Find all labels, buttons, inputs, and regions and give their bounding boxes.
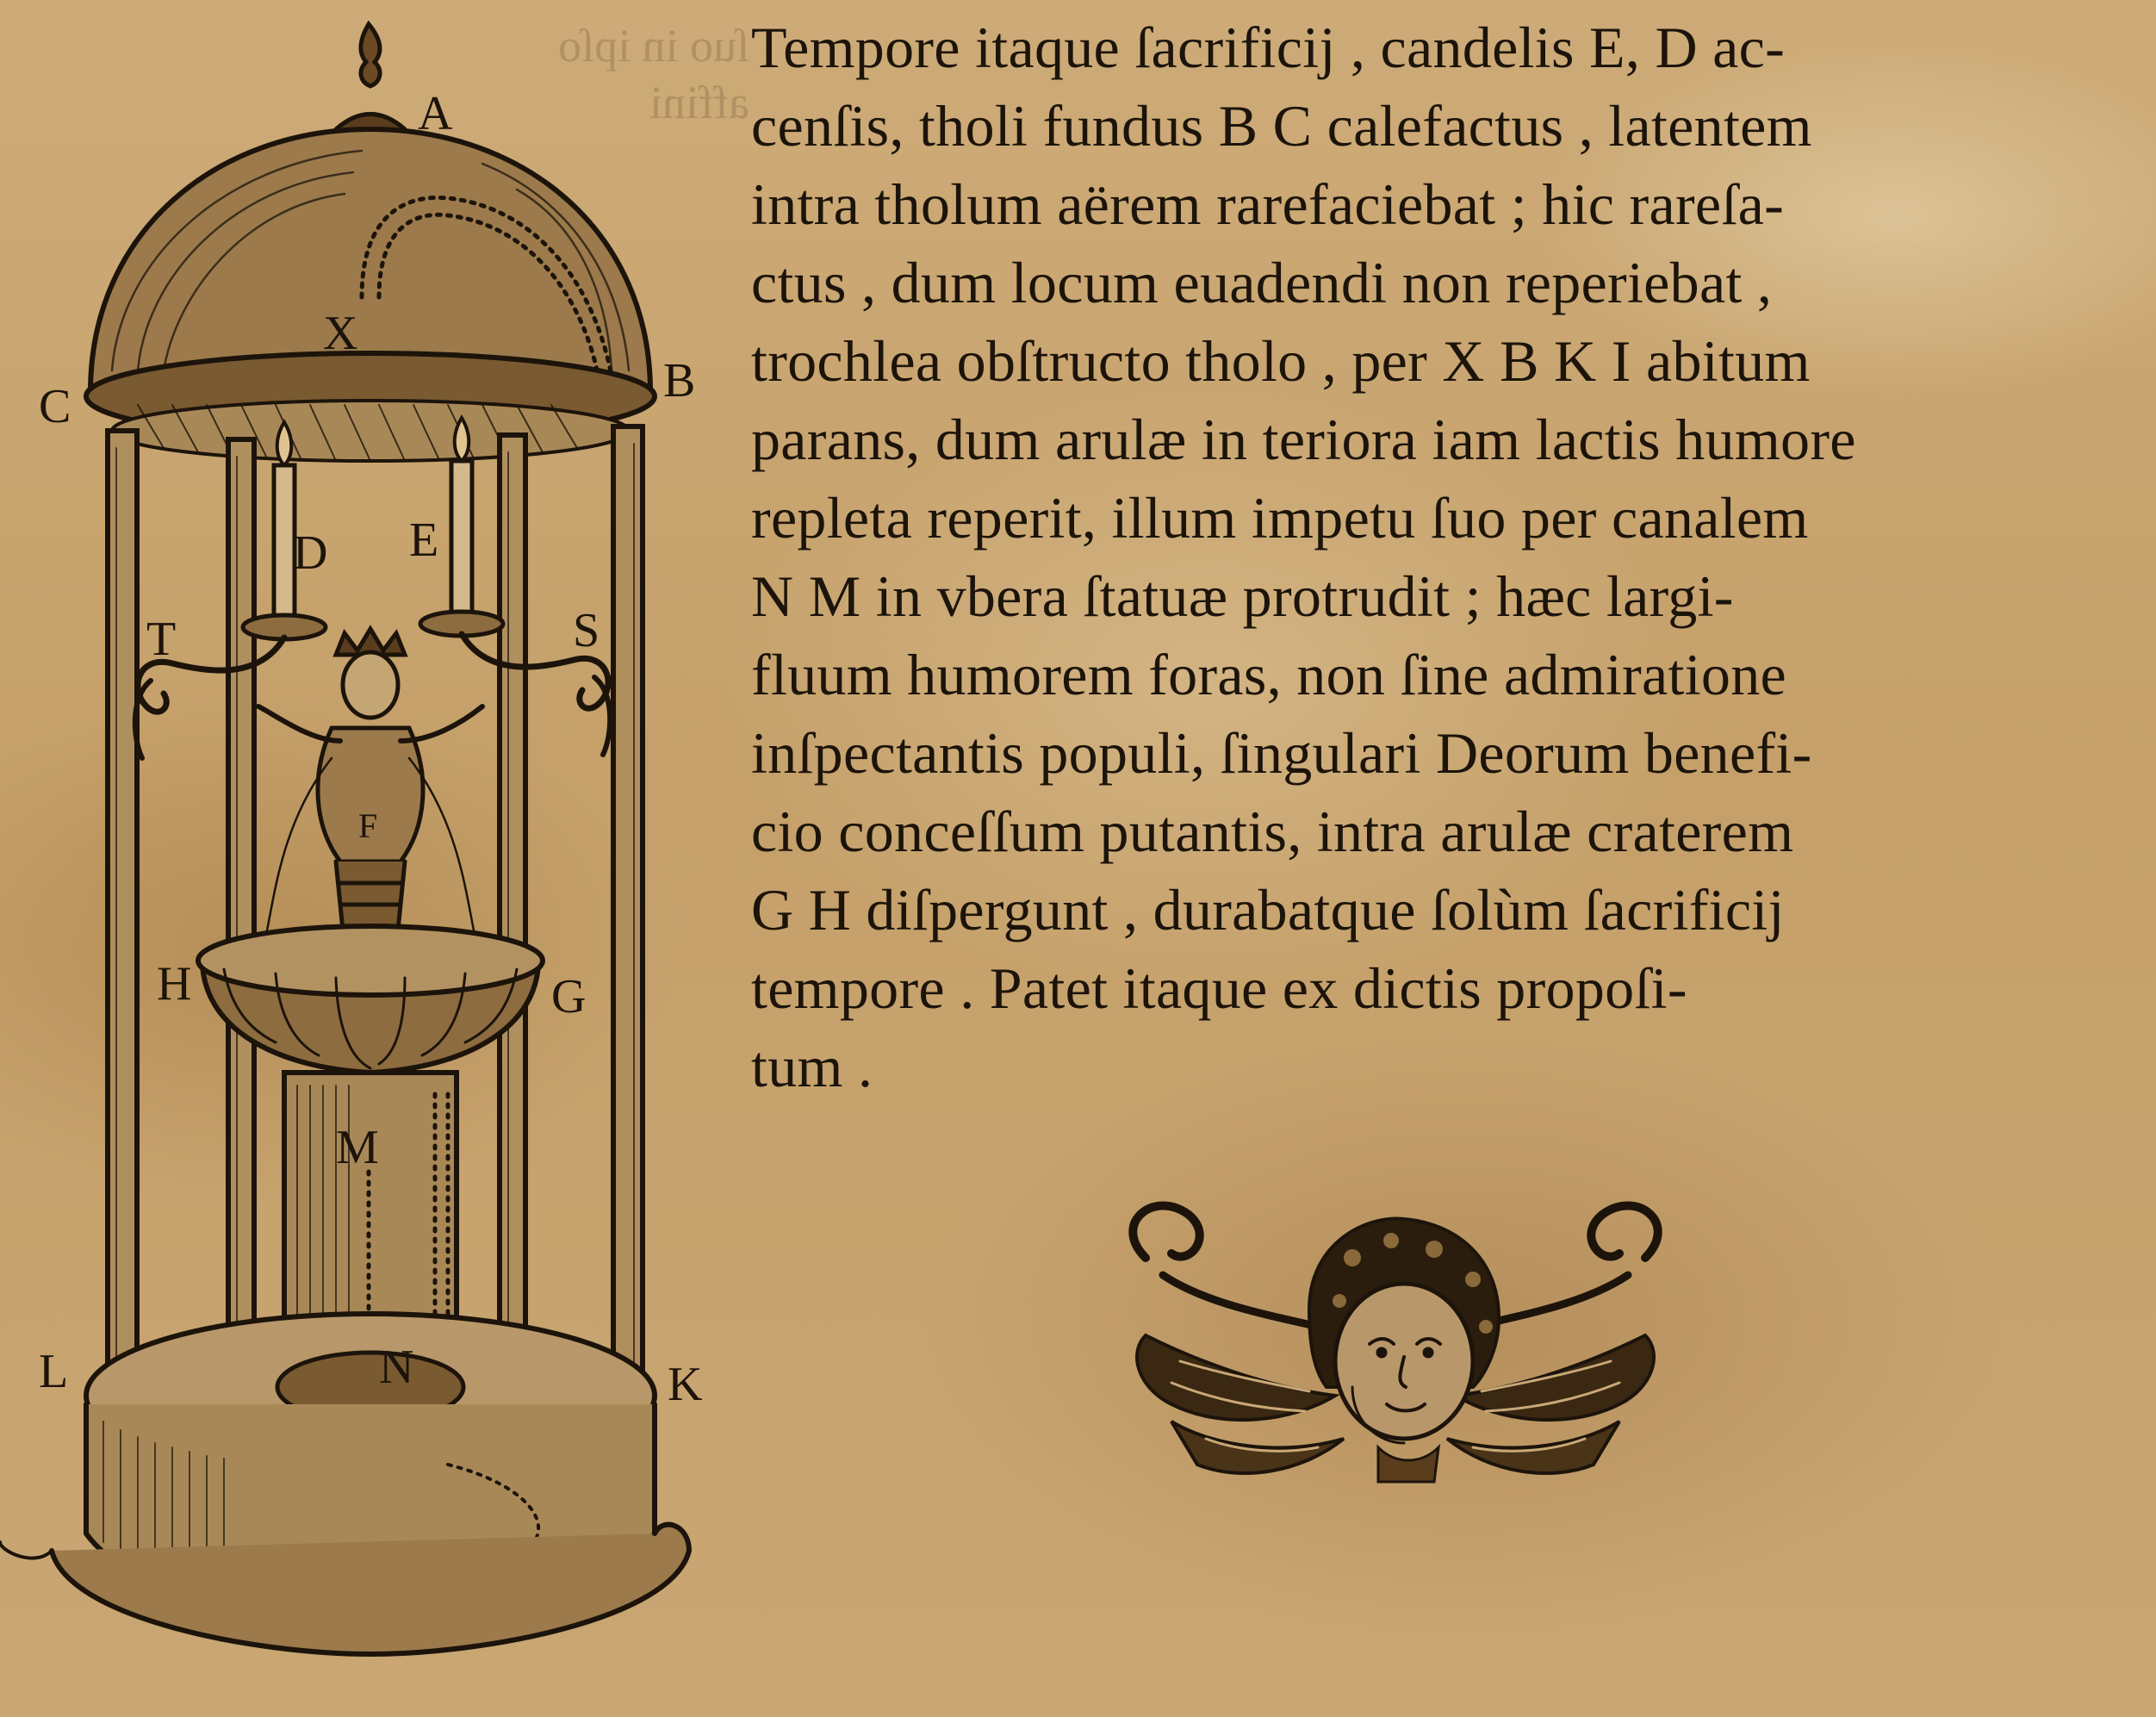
label-l: L <box>39 1345 69 1398</box>
text-line: fluum humorem foras, non ſine admiratione <box>751 642 1787 707</box>
label-g: G <box>551 970 587 1023</box>
text-line: tum . <box>751 1034 873 1099</box>
latin-text-block <box>751 9 2095 1106</box>
temple-apparatus-illustration <box>0 0 758 1714</box>
label-e: E <box>409 513 439 567</box>
label-d: D <box>293 526 328 580</box>
text-line: Tempore itaque ſacrificij , candelis E, D ac- <box>751 15 1786 80</box>
label-m: M <box>336 1121 379 1174</box>
text-line: ctus , dum locum euadendi non reperiebat , <box>751 250 1773 315</box>
text-line: G H diſpergunt , durabatque ſolùm ſacrificij <box>751 877 1785 942</box>
text-line: repleta reperit, illum impetu ſuo per canalem <box>751 485 1809 551</box>
winged-cherub-ornament <box>1094 1189 1697 1533</box>
label-a: A <box>418 87 453 140</box>
label-t: T <box>146 613 177 666</box>
label-h: H <box>157 957 192 1011</box>
label-b: B <box>663 354 696 407</box>
label-x: X <box>323 307 358 360</box>
text-line: tempore . Patet itaque ex dictis propoſi- <box>751 955 1687 1021</box>
candle-flame-e <box>455 418 469 461</box>
label-n: N <box>379 1341 414 1394</box>
dome-finial <box>361 24 380 86</box>
text-line: intra tholum aërem rarefaciebat ; hic rareſa- <box>751 171 1785 237</box>
label-f: F <box>358 806 378 845</box>
candle-flame-d <box>277 422 292 465</box>
text-line: N M in vbera ſtatuæ protrudit ; hæc largi- <box>751 563 1734 629</box>
text-line: cio conceſſum putantis, intra arulæ craterem <box>751 799 1794 864</box>
text-line: cenſis, tholi fundus B C calefactus , latentem <box>751 93 1812 159</box>
statue <box>258 629 482 948</box>
text-line: inſpectantis populi, ſingulari Deorum benefi- <box>751 720 1812 786</box>
label-c: C <box>39 380 71 433</box>
label-k: K <box>668 1358 703 1411</box>
text-line: parans, dum arulæ in teriora iam lactis humore <box>751 407 1856 472</box>
bleed-through-text: ſuo in ipſo affini <box>557 20 749 128</box>
text-line: trochlea obſtructo tholo , per X B K I abitum <box>751 328 1811 394</box>
label-s: S <box>573 604 600 657</box>
